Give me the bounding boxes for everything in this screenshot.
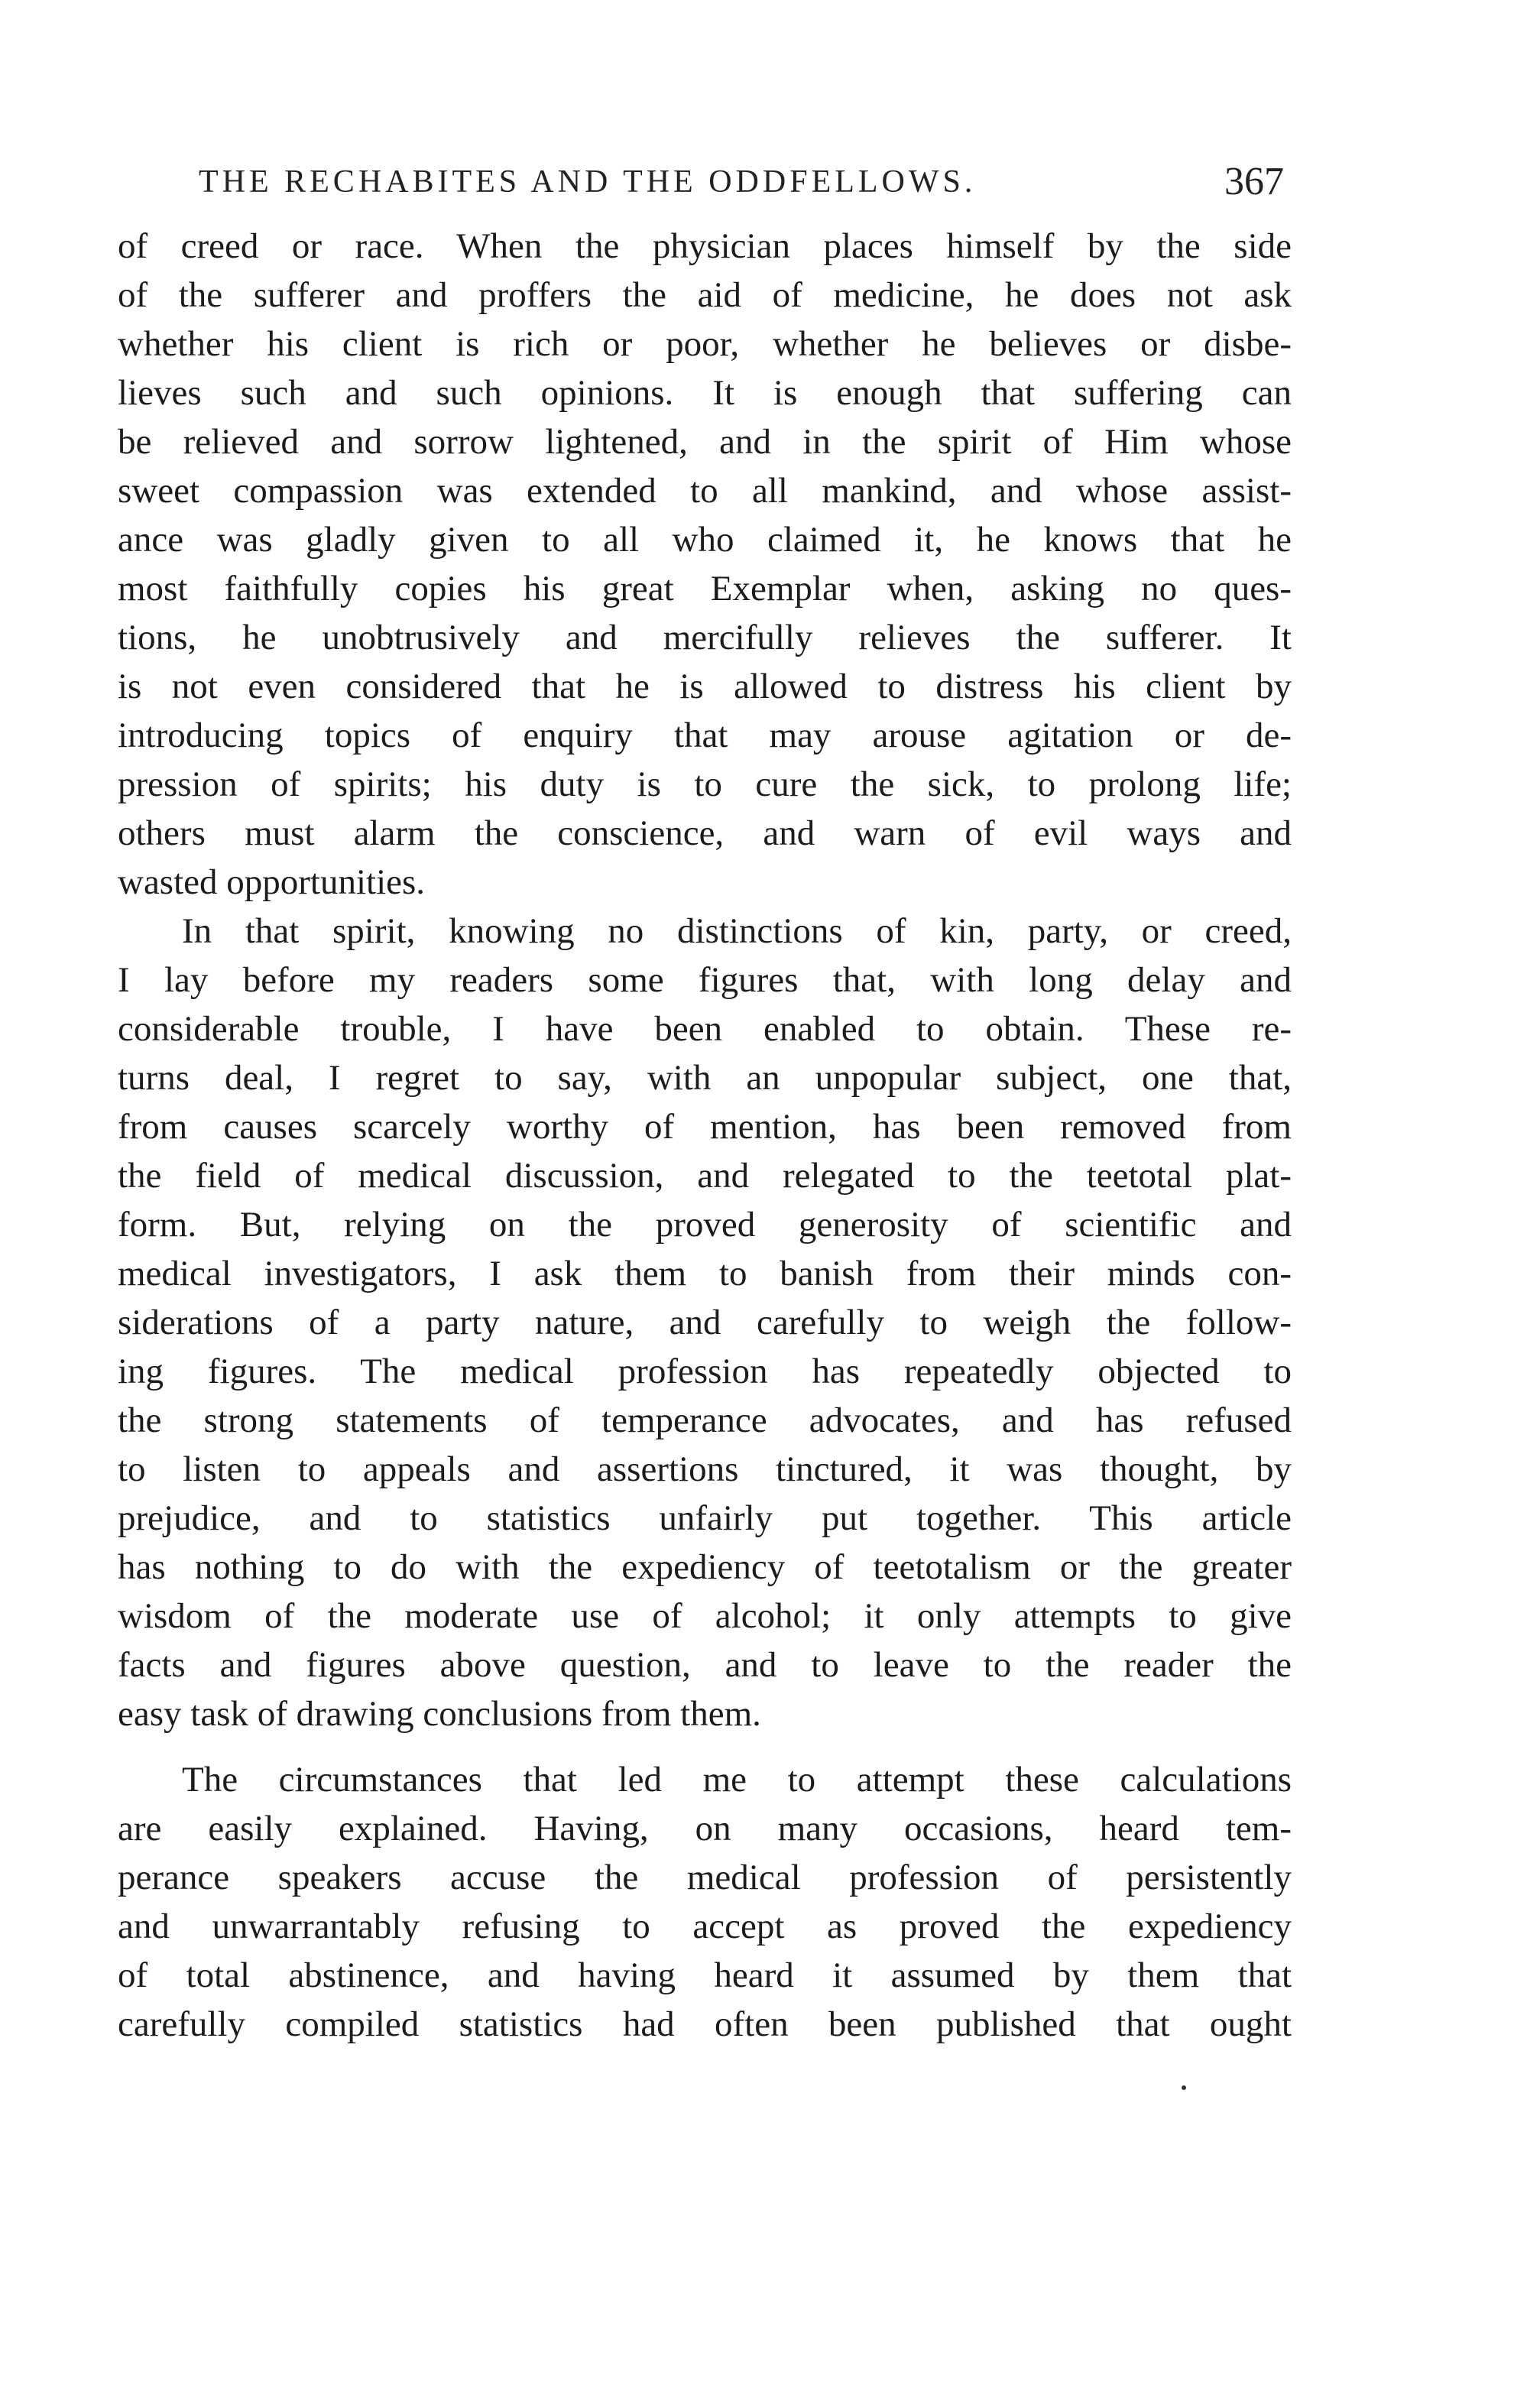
text-line: The circumstances that led me to attempt these calculations: [182, 1760, 1292, 1800]
paragraph-spacer: [118, 1738, 1292, 1755]
text-line: perance speakers accuse the medical profession of persistently: [118, 1858, 1292, 1897]
ink-speck: [1182, 2085, 1186, 2090]
text-line: medical investigators, I ask them to banish from their minds con-: [118, 1254, 1292, 1293]
text-line: wisdom of the moderate use of alcohol; it only attempts to give: [118, 1596, 1292, 1636]
text-line: facts and figures above question, and to leave to the reader the: [118, 1645, 1292, 1685]
text-line: In that spirit, knowing no distinctions of kin, party, or creed,: [182, 911, 1292, 951]
text-line: of the sufferer and proffers the aid of medicine, he does not ask: [118, 275, 1292, 315]
text-line: the field of medical discussion, and relegated to the teetotal plat-: [118, 1156, 1292, 1196]
text-line: form. But, relying on the proved generosity of scientific and: [118, 1205, 1292, 1245]
text-line: of creed or race. When the physician places himself by the side: [118, 226, 1292, 266]
text-line: tions, he unobtrusively and mercifully relieves the sufferer. It: [118, 618, 1292, 657]
text-line: prejudice, and to statistics unfairly put together. This article: [118, 1498, 1292, 1538]
text-line: lieves such and such opinions. It is enough that suffering can: [118, 373, 1292, 413]
page-number: 367: [1224, 160, 1284, 203]
text-line: turns deal, I regret to say, with an unpopular subject, one that,: [118, 1058, 1292, 1098]
text-line: ance was gladly given to all who claimed it, he knows that he: [118, 520, 1292, 560]
text-line: to listen to appeals and assertions tinctured, it was thought, by: [118, 1449, 1292, 1489]
text-line: most faithfully copies his great Exemplar when, asking no ques-: [118, 569, 1292, 608]
text-line: I lay before my readers some figures that, with long delay and: [118, 960, 1292, 1000]
text-line: siderations of a party nature, and carefully to weigh the follow-: [118, 1303, 1292, 1342]
text-line: be relieved and sorrow lightened, and in the spirit of Him whose: [118, 422, 1292, 462]
text-line: others must alarm the conscience, and warn of evil ways and: [118, 813, 1292, 853]
text-line: whether his client is rich or poor, whether he believes or disbe-: [118, 324, 1292, 364]
text-line: are easily explained. Having, on many occasions, heard tem-: [118, 1809, 1292, 1848]
text-line: wasted opportunities.: [118, 862, 426, 902]
text-line: from causes scarcely worthy of mention, has been removed from: [118, 1107, 1292, 1147]
text-line: pression of spirits; his duty is to cure the sick, to prolong life;: [118, 764, 1292, 804]
body-text: [118, 222, 1292, 2049]
running-title: THE RECHABITES AND THE ODDFELLOWS.: [199, 164, 977, 200]
running-head: [118, 159, 1292, 213]
paragraph-2: [118, 907, 1292, 1738]
text-line: carefully compiled statistics had often been published that ought: [118, 2004, 1292, 2044]
text-line: of total abstinence, and having heard it assumed by them that: [118, 1955, 1292, 1995]
text-line: and unwarrantably refusing to accept as proved the expediency: [118, 1907, 1292, 1946]
text-line: has nothing to do with the expediency of teetotalism or the greater: [118, 1547, 1292, 1587]
text-line: easy task of drawing conclusions from them.: [118, 1694, 761, 1734]
paragraph-3: [118, 1755, 1292, 2049]
text-line: sweet compassion was extended to all mankind, and whose assist-: [118, 471, 1292, 511]
text-line: introducing topics of enquiry that may arouse agitation or de-: [118, 716, 1292, 755]
text-line: the strong statements of temperance advocates, and has refused: [118, 1400, 1292, 1440]
text-line: ing figures. The medical profession has repeatedly objected to: [118, 1352, 1292, 1391]
text-line: is not even considered that he is allowed to distress his client by: [118, 667, 1292, 706]
paragraph-1: [118, 222, 1292, 907]
text-line: considerable trouble, I have been enabled to obtain. These re-: [118, 1009, 1292, 1049]
